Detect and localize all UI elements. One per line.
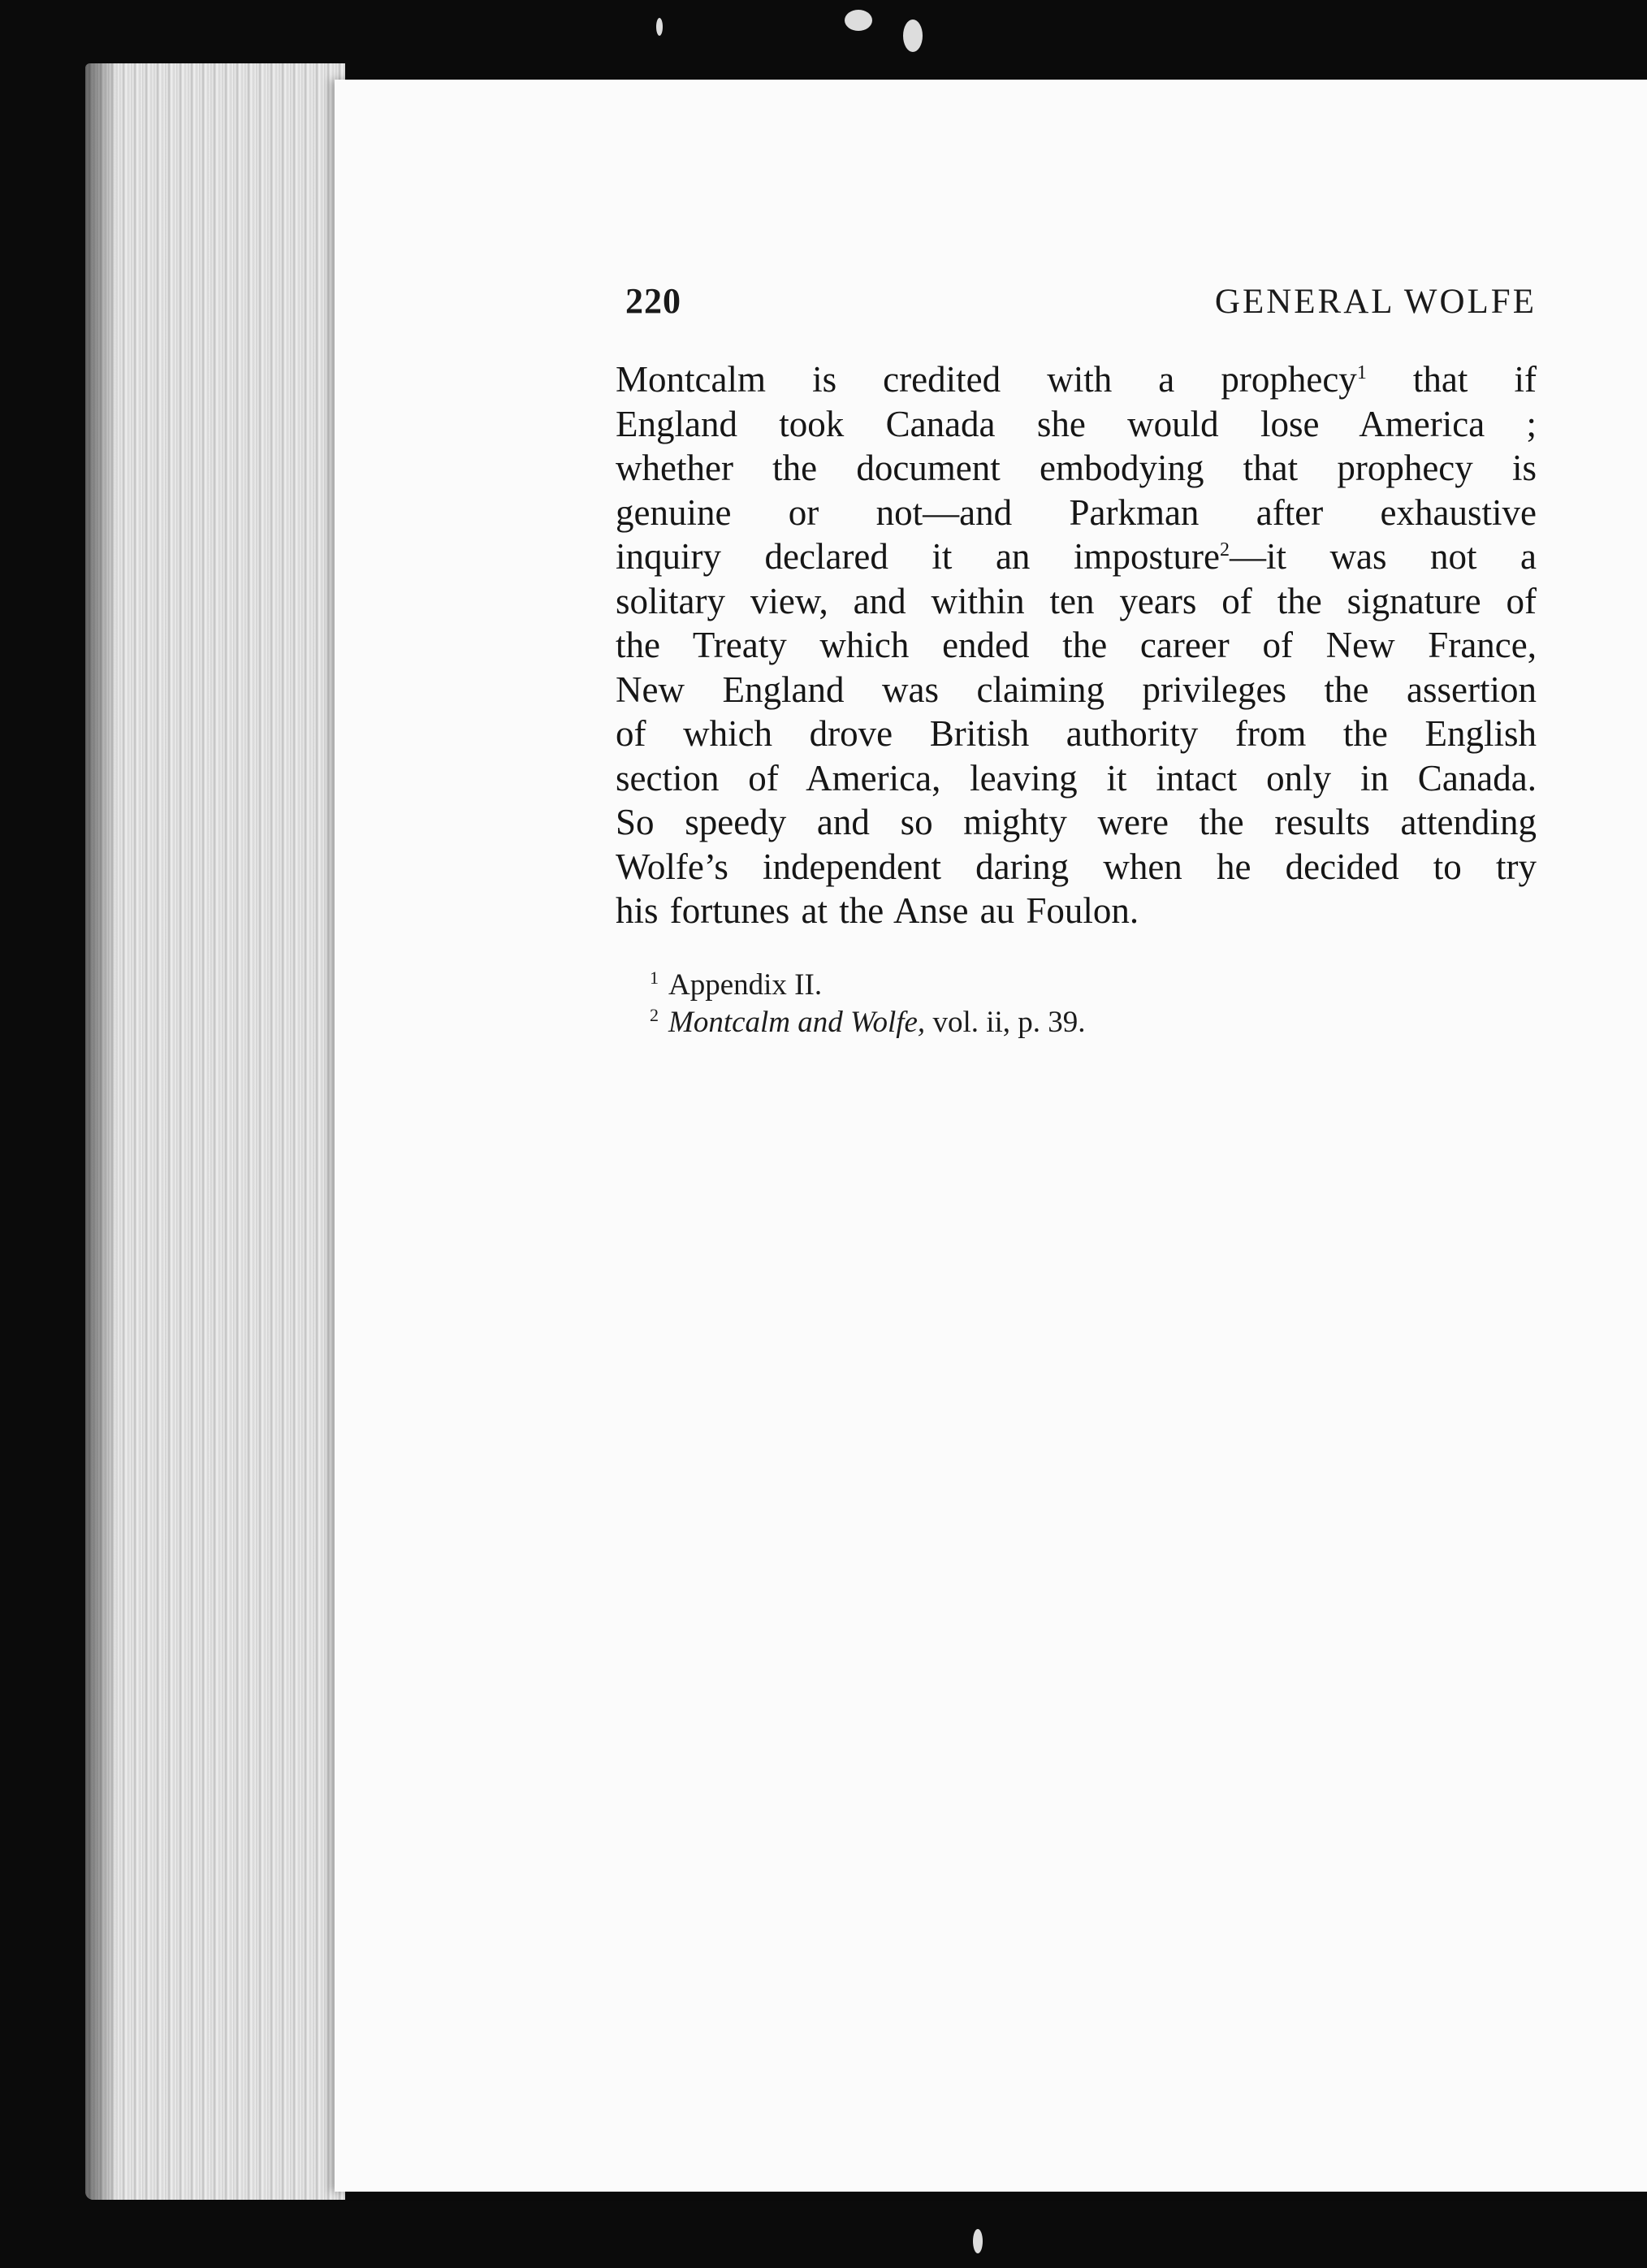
footnotes bbox=[650, 967, 1299, 1041]
page-stack-edge bbox=[85, 63, 345, 2200]
body-line: Wolfe’s independent daring when he decided to try bbox=[616, 846, 1537, 887]
footnote-mark: 1 bbox=[650, 967, 659, 988]
body-line: of which drove British authority from the English bbox=[616, 713, 1537, 754]
page-stack-shadow bbox=[85, 63, 118, 2200]
body-line: England took Canada she would lose America ; bbox=[616, 403, 1537, 444]
body-line: So speedy and so mighty were the results attending bbox=[616, 802, 1537, 842]
dust-speck bbox=[903, 19, 923, 52]
footnote-ref: 2 bbox=[1219, 539, 1230, 561]
page-number: 220 bbox=[625, 281, 681, 321]
running-title: GENERAL WOLFE bbox=[1214, 283, 1537, 321]
body-line: inquiry declared it an imposture$^2$—it was not a bbox=[616, 536, 1537, 577]
running-head bbox=[625, 280, 1537, 337]
dust-speck bbox=[845, 10, 872, 31]
body-line: whether the document embodying that prophecy is bbox=[616, 448, 1537, 488]
body-line: solitary view, and within ten years of the signature of bbox=[616, 580, 1537, 621]
dust-speck bbox=[973, 2229, 983, 2253]
body-line: New England was claiming privileges the assertion bbox=[616, 669, 1537, 710]
dust-speck bbox=[656, 18, 663, 36]
body-paragraph bbox=[616, 357, 1537, 933]
body-line: his fortunes at the Anse au Foulon. bbox=[616, 890, 1139, 931]
footnote-text: Appendix II. bbox=[668, 968, 823, 1002]
footnote-ref: 1 bbox=[1356, 362, 1367, 383]
footnote-title: Montcalm and Wolfe, bbox=[668, 1006, 926, 1039]
body-line: genuine or not—and Parkman after exhaustive bbox=[616, 491, 1537, 533]
footnote bbox=[650, 967, 1299, 1004]
body-line: section of America, leaving it intact only in Canada. bbox=[616, 757, 1537, 799]
body-line: the Treaty which ended the career of New France, bbox=[616, 625, 1537, 665]
footnote bbox=[650, 1004, 1299, 1041]
footnote-mark: 2 bbox=[650, 1004, 659, 1025]
footnote-text: vol. ii, p. 39. bbox=[932, 1006, 1086, 1039]
body-line: Montcalm is credited with a prophecy$^1$ that if bbox=[616, 359, 1537, 400]
